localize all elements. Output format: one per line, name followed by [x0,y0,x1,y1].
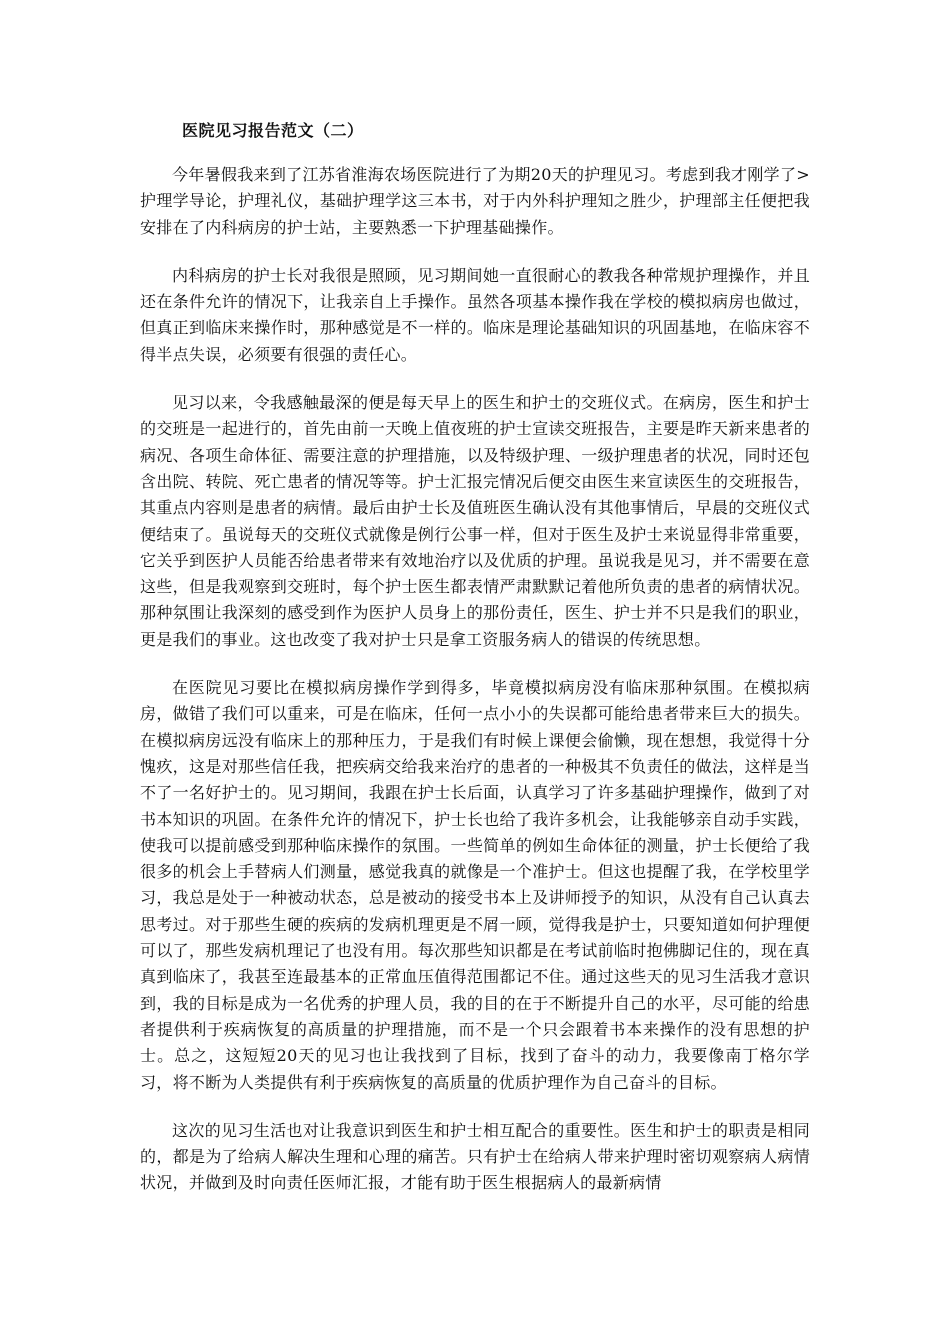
document-title: 医院见习报告范文（二） [182,121,364,140]
paragraph-4: 在医院见习要比在模拟病房操作学到得多，毕竟模拟病房没有临床那种氛围。在模拟病房，做错了我们可以重来，可是在临床，任何一点小小的失误都可能给患者带来巨大的损失。在模拟病房远没有临床上的那种压力，于是我们有时候上课便会偷懒，现在想想，我觉得十分愧疚，这是对那些信任我，把疾病交给我来治疗的患者的一种极其不负责任的做法，这样是当不了一名好护士的。见习期间，我跟在护士长后面，认真学习了许多基础护理操作，做到了对书本知识的巩固。在条件允许的情况下，护士长也给了我许多机会，让我能够亲自动手实践，使我可以提前感受到那种临床操作的氛围。一些简单的例如生命体征的测量，护士长便给了我很多的机会上手替病人们测量，感觉我真的就像是一个准护士。但这也提醒了我，在学校里学习，我总是处于一种被动状态，总是被动的接受书本上及讲师授予的知识，从没有自己认真去思考过。对于那些生硬的疾病的发病机理更是不屑一顾，觉得我是护士，只要知道如何护理便可以了，那些发病机理记了也没有用。每次那些知识都是在考试前临时抱佛脚记住的，现在真真到临床了，我甚至连最基本的正常血压值得范围都记不住。通过这些天的见习生活我才意识到，我的目标是成为一名优秀的护理人员，我的目的在于不断提升自己的水平，尽可能的给患者提供利于疾病恢复的高质量的护理措施，而不是一个只会跟着书本来操作的没有思想的护士。总之，这短短20天的见习也让我找到了目标，找到了奋斗的动力，我要像南丁格尔学习，将不断为人类提供有利于疾病恢复的高质量的优质护理作为自己奋斗的目标。 [140,678,810,1092]
paragraph-5: 这次的见习生活也对让我意识到医生和护士相互配合的重要性。医生和护士的职责是相同的，都是为了给病人解决生理和心理的痛苦。只有护士在给病人带来护理时密切观察病人病情状况，并做到及时向责任医师汇报，才能有助于医生根据病人的最新病情 [140,1120,810,1193]
paragraph-3: 见习以来，令我感触最深的便是每天早上的医生和护士的交班仪式。在病房，医生和护士的交班是一起进行的，首先由前一天晚上值夜班的护士宣读交班报告，主要是昨天新来患者的病况、各项生命体征、需要注意的护理措施，以及特级护理、一级护理患者的状况，同时还包含出院、转院、死亡患者的情况等等。护士汇报完情况后便交由医生来宣读医生的交班报告，其重点内容则是患者的病情。最后由护士长及值班医生确认没有其他事情后，早晨的交班仪式便结束了。虽说每天的交班仪式就像是例行公事一样，但对于医生及护士来说显得非常重要，它关乎到医护人员能否给患者带来有效地治疗以及优质的护理。虽说我是见习，并不需要在意这些，但是我观察到交班时，每个护士医生都表情严肃默默记着他所负责的患者的病情状况。那种氛围让我深刻的感受到作为医护人员身上的那份责任，医生、护士并不只是我们的职业，更是我们的事业。这也改变了我对护士只是拿工资服务病人的错误的传统思想。 [140,393,810,649]
document-page [140,118,810,1219]
paragraph-2: 内科病房的护士长对我很是照顾，见习期间她一直很耐心的教我各种常规护理操作，并且还在条件允许的情况下，让我亲自上手操作。虽然各项基本操作我在学校的模拟病房也做过，但真正到临床来操作时，那种感觉是不一样的。临床是理论基础知识的巩固基地，在临床容不得半点失误，必须要有很强的责任心。 [140,265,810,364]
paragraph-1: 今年暑假我来到了江苏省淮海农场医院进行了为期20天的护理见习。考虑到我才刚学了>护理学导论，护理礼仪，基础护理学这三本书，对于内外科护理知之胜少，护理部主任便把我安排在了内科病房的护士站，主要熟悉一下护理基础操作。 [140,165,810,237]
